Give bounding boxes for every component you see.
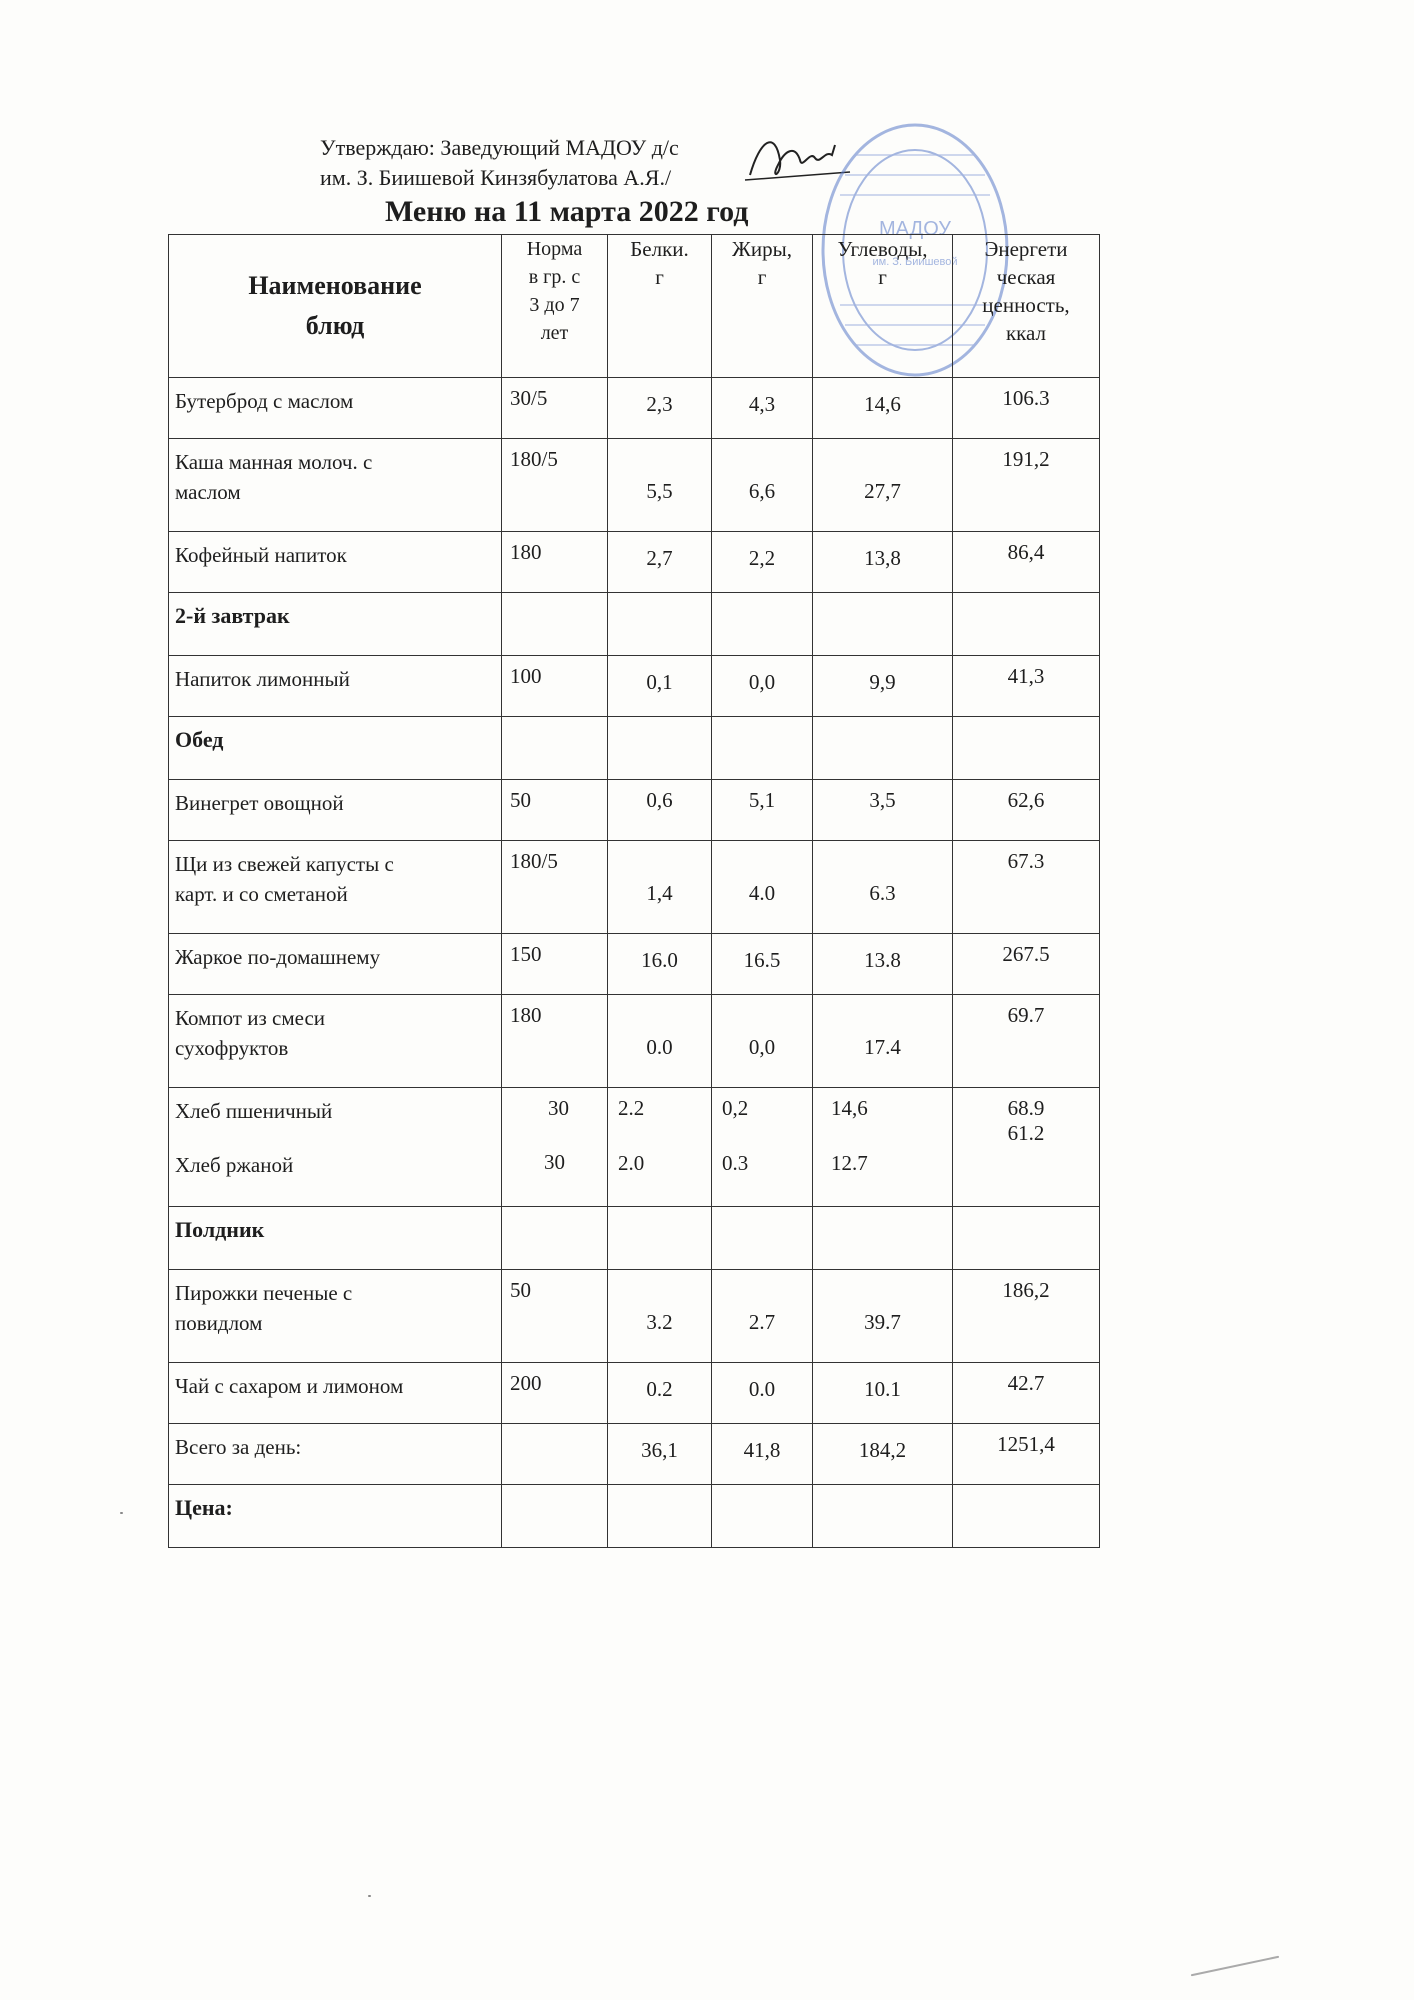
dish-name [169, 656, 502, 717]
norm-value [502, 841, 608, 934]
dish-name [169, 995, 502, 1088]
protein-value [608, 1088, 712, 1207]
header-norm [502, 235, 608, 378]
empty-cell [712, 717, 813, 780]
table-row [169, 378, 1100, 439]
carbs-value [813, 1270, 953, 1363]
energy-text: 86,4 [1007, 540, 1045, 564]
empty-cell [608, 1485, 712, 1548]
energy-line: 68.9 [1007, 1096, 1045, 1120]
scan-speck [1191, 1956, 1279, 1977]
protein-value-text: 1,4 [646, 881, 673, 905]
empty-cell [712, 1207, 813, 1270]
dish-name-line: Бутерброд с маслом [175, 389, 354, 413]
norm-value [502, 532, 608, 593]
empty-cell [953, 1207, 1100, 1270]
table-row [169, 934, 1100, 995]
carbs-line: 12.7 [831, 1151, 868, 1175]
empty-cell [608, 593, 712, 656]
carbs-value-text: 9,9 [869, 670, 896, 694]
norm-value [502, 780, 608, 841]
scan-speck [368, 1895, 371, 1897]
protein-value [608, 841, 712, 934]
header-protein-line2: г [655, 265, 664, 289]
fat-value-text: 0,0 [748, 670, 776, 694]
carbs-value [813, 378, 953, 439]
header-energy-line2: ческая [996, 265, 1056, 289]
protein-value [608, 378, 712, 439]
table-row [169, 1088, 1100, 1207]
fat-value-text: 2,2 [748, 546, 776, 570]
norm-text: 50 [510, 788, 531, 812]
empty-cell [813, 1485, 953, 1548]
empty-cell [712, 1485, 813, 1548]
dish-name-line: Хлеб ржаной [175, 1153, 294, 1177]
protein-value-text: 2,7 [646, 546, 673, 570]
fat-value [712, 1424, 813, 1485]
norm-text: 200 [510, 1371, 542, 1395]
protein-value [608, 656, 712, 717]
protein-value-text: 5,5 [646, 479, 673, 503]
energy-value [953, 532, 1100, 593]
fat-value-text: 6,6 [748, 479, 776, 503]
carbs-value [813, 780, 953, 841]
dish-name-line: Винегрет овощной [175, 791, 344, 815]
carbs-value [813, 439, 953, 532]
norm-text: 180/5 [510, 849, 558, 873]
section-row [169, 593, 1100, 656]
header-carbs-line2: г [878, 265, 887, 289]
energy-text: 106.3 [1002, 386, 1050, 410]
dish-name [169, 934, 502, 995]
table-row [169, 995, 1100, 1088]
protein-value [608, 439, 712, 532]
energy-value [953, 656, 1100, 717]
fat-value [712, 656, 813, 717]
header-carbs-line1: Углеводы, [837, 237, 928, 261]
fat-value-text: 16.5 [743, 948, 781, 972]
fat-value [712, 1088, 813, 1207]
table-row [169, 532, 1100, 593]
norm-value [502, 934, 608, 995]
protein-value [608, 1363, 712, 1424]
empty-cell [953, 1485, 1100, 1548]
empty-cell [953, 593, 1100, 656]
energy-value [953, 995, 1100, 1088]
protein-value [608, 532, 712, 593]
dish-name [169, 532, 502, 593]
dish-name-line: Каша манная молоч. с [175, 450, 373, 474]
norm-line: 30 [544, 1150, 565, 1174]
dish-name-line: Пирожки печеные с [175, 1281, 353, 1305]
empty-cell [502, 717, 608, 780]
protein-value [608, 1270, 712, 1363]
table-row [169, 1424, 1100, 1485]
energy-value [953, 1363, 1100, 1424]
carbs-value [813, 841, 953, 934]
carbs-line: 14,6 [831, 1096, 868, 1120]
dish-name [169, 439, 502, 532]
energy-value [953, 439, 1100, 532]
empty-cell [502, 1207, 608, 1270]
energy-text: 62,6 [1007, 788, 1045, 812]
dish-name [169, 1270, 502, 1363]
menu-table [168, 234, 1100, 1548]
table-row [169, 439, 1100, 532]
carbs-value [813, 995, 953, 1088]
carbs-value-text: 10.1 [864, 1377, 901, 1401]
norm-text: 100 [510, 664, 542, 688]
norm-text: 50 [510, 1278, 531, 1302]
header-energy-line4: ккал [1005, 321, 1047, 345]
dish-name-line: Хлеб пшеничный [175, 1099, 333, 1123]
empty-cell [712, 593, 813, 656]
fat-value-text: 2.7 [748, 1310, 776, 1334]
scan-speck [120, 1512, 123, 1514]
norm-text: 180/5 [510, 447, 558, 471]
empty-cell [502, 593, 608, 656]
norm-text: 150 [510, 942, 542, 966]
energy-value [953, 1270, 1100, 1363]
carbs-value-text: 3,5 [869, 788, 896, 812]
header-fat-line2: г [757, 265, 767, 289]
fat-value [712, 934, 813, 995]
empty-cell [813, 593, 953, 656]
protein-value [608, 995, 712, 1088]
header-name-line2: блюд [305, 311, 365, 340]
norm-line: 30 [548, 1096, 569, 1120]
section-row [169, 1485, 1100, 1548]
norm-value [502, 1270, 608, 1363]
dish-name-line: Чай с сахаром и лимоном [175, 1374, 404, 1398]
fat-value-text: 0,0 [748, 1035, 776, 1059]
table-row [169, 1363, 1100, 1424]
protein-value [608, 1424, 712, 1485]
header-protein [608, 235, 712, 378]
carbs-value-text: 13.8 [864, 948, 901, 972]
fat-value [712, 378, 813, 439]
energy-text: 191,2 [1002, 447, 1050, 471]
norm-text: 180 [510, 540, 542, 564]
fat-value [712, 439, 813, 532]
empty-cell [502, 1485, 608, 1548]
header-carbs [813, 235, 953, 378]
fat-value [712, 1270, 813, 1363]
table-row [169, 841, 1100, 934]
empty-cell [953, 717, 1100, 780]
carbs-value-text: 13,8 [864, 546, 901, 570]
dish-name-line: маслом [175, 480, 241, 504]
dish-name-line: повидлом [175, 1311, 263, 1335]
header-norm-line4: лет [540, 322, 569, 344]
norm-value [502, 1424, 608, 1485]
approval-line-2: им. З. Биишевой Кинзябулатова А.Я./ [320, 165, 672, 190]
fat-value [712, 1363, 813, 1424]
table-row [169, 1270, 1100, 1363]
energy-value [953, 378, 1100, 439]
header-fat [712, 235, 813, 378]
section-title: 2-й завтрак [169, 593, 502, 656]
header-protein-line1: Белки. [630, 237, 689, 261]
dish-name [169, 1363, 502, 1424]
dish-name-line: сухофруктов [175, 1036, 289, 1060]
fat-value-text: 4,3 [748, 392, 776, 416]
fat-line: 0.3 [722, 1151, 749, 1175]
carbs-value-text: 27,7 [864, 479, 901, 503]
carbs-value-text: 17.4 [864, 1035, 901, 1059]
norm-value [502, 378, 608, 439]
fat-value-text: 41,8 [743, 1438, 781, 1462]
fat-value [712, 995, 813, 1088]
carbs-value [813, 1088, 953, 1207]
energy-text: 186,2 [1002, 1278, 1050, 1302]
dish-name [169, 841, 502, 934]
norm-value [502, 1363, 608, 1424]
carbs-value [813, 1363, 953, 1424]
protein-line: 2.0 [618, 1151, 645, 1175]
norm-value [502, 995, 608, 1088]
carbs-value-text: 39.7 [864, 1310, 901, 1334]
protein-value-text: 0.0 [646, 1035, 673, 1059]
header-norm-line3: 3 до 7 [529, 294, 580, 316]
empty-cell [813, 1207, 953, 1270]
header-norm-line1: Норма [526, 238, 583, 260]
section-title: Полдник [169, 1207, 502, 1270]
header-energy-line3: ценность, [982, 293, 1070, 317]
carbs-value-text: 184,2 [858, 1438, 907, 1462]
protein-value-text: 0,6 [646, 788, 673, 812]
empty-cell [608, 1207, 712, 1270]
header-energy [953, 235, 1100, 378]
section-title: Цена: [169, 1485, 502, 1548]
energy-text: 1251,4 [997, 1432, 1055, 1456]
dish-name [169, 1088, 502, 1207]
dish-name [169, 1424, 502, 1485]
dish-name [169, 780, 502, 841]
section-row [169, 717, 1100, 780]
protein-line: 2.2 [618, 1096, 645, 1120]
page-title: Меню на 11 марта 2022 год [385, 195, 749, 228]
header-norm-line2: в гр. с [528, 266, 581, 288]
norm-value [502, 1088, 608, 1207]
protein-value-text: 3.2 [646, 1310, 673, 1334]
energy-value [953, 1424, 1100, 1485]
header-name-line1: Наименование [248, 271, 422, 300]
norm-text: 30/5 [510, 386, 548, 410]
protein-value [608, 934, 712, 995]
protein-value-text: 36,1 [641, 1438, 678, 1462]
table-header-row [169, 235, 1100, 378]
section-row [169, 1207, 1100, 1270]
header-name [169, 235, 502, 378]
carbs-value-text: 14,6 [864, 392, 901, 416]
energy-line: 61.2 [1007, 1121, 1045, 1145]
dish-name-line: Компот из смеси [175, 1006, 326, 1030]
svg-text:им. З. Биишевой: им. З. Биишевой [872, 256, 958, 268]
energy-text: 267.5 [1002, 942, 1050, 966]
fat-value [712, 780, 813, 841]
header-energy-line1: Энергети [984, 237, 1068, 261]
fat-value-text: 5,1 [748, 788, 776, 812]
energy-text: 42.7 [1007, 1371, 1045, 1395]
fat-value-text: 4.0 [748, 881, 776, 905]
empty-cell [813, 717, 953, 780]
energy-text: 41,3 [1007, 664, 1045, 688]
svg-text:МАДОУ: МАДОУ [878, 218, 952, 240]
dish-name-line: Жаркое по-домашнему [175, 945, 381, 969]
dish-name-line: Кофейный напиток [175, 543, 347, 567]
carbs-value [813, 532, 953, 593]
dish-name-line: карт. и со сметаной [175, 882, 348, 906]
energy-value [953, 780, 1100, 841]
carbs-value [813, 934, 953, 995]
dish-name [169, 378, 502, 439]
approval-block [320, 133, 679, 193]
fat-line: 0,2 [722, 1096, 749, 1120]
protein-value [608, 780, 712, 841]
norm-text: 180 [510, 1003, 542, 1027]
norm-value [502, 656, 608, 717]
protein-value-text: 2,3 [646, 392, 673, 416]
energy-value [953, 1088, 1100, 1207]
energy-value [953, 934, 1100, 995]
carbs-value-text: 6.3 [869, 881, 896, 905]
dish-name-line: Всего за день: [175, 1435, 302, 1459]
table-row [169, 656, 1100, 717]
carbs-value [813, 1424, 953, 1485]
header-fat-line1: Жиры, [732, 237, 792, 261]
protein-value-text: 0,1 [646, 670, 673, 694]
carbs-value [813, 656, 953, 717]
protein-value-text: 0.2 [646, 1377, 673, 1401]
empty-cell [608, 717, 712, 780]
energy-text: 69.7 [1007, 1003, 1045, 1027]
energy-text: 67.3 [1007, 849, 1045, 873]
section-title: Обед [169, 717, 502, 780]
protein-value-text: 16.0 [641, 948, 678, 972]
dish-name-line: Напиток лимонный [175, 667, 350, 691]
norm-value [502, 439, 608, 532]
fat-value [712, 532, 813, 593]
approval-line-1: Утверждаю: Заведующий МАДОУ д/с [320, 135, 679, 160]
dish-name-line: Щи из свежей капусты с [175, 852, 394, 876]
table-row [169, 780, 1100, 841]
energy-value [953, 841, 1100, 934]
fat-value-text: 0.0 [748, 1377, 776, 1401]
fat-value [712, 841, 813, 934]
